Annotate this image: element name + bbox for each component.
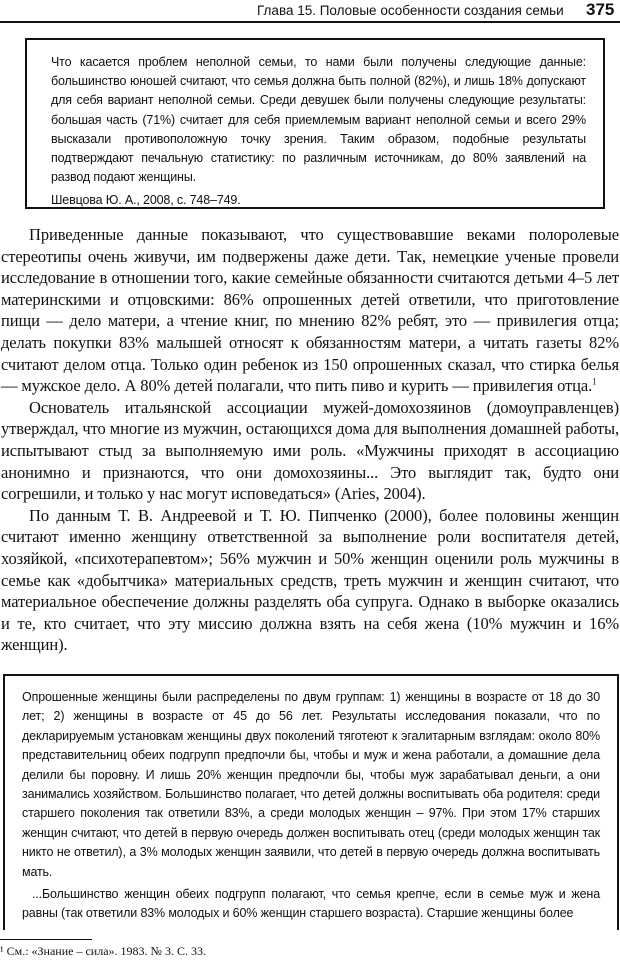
survey-paragraph-2: ...Большинство женщин обеих подгрупп полагают, что семья крепче, если в семье муж и жена равны (так ответили 83% молодых и 60% женщин старшего возраста). Старшие женщины более (22, 887, 600, 921)
quote-box-source: Шевцова Ю. А., 2008, с. 748–749. (51, 193, 241, 208)
footnote: ¹ См.: «Знание – сила». 1983. № 3. С. 33. (0, 944, 206, 958)
footnote-rule (0, 939, 92, 940)
header-rule (0, 21, 620, 23)
survey-paragraph-1: Опрошенные женщины были распределены по двум группам: 1) женщины в возрасте от 18 до 30 лет; 2) женщины в возрасте от 45 до 56 лет. Результаты исследования показали, что по декларируемым установкам женщины двух поколений тяготеют к эгалитарным взглядам: около 80% представительниц обеих подгрупп предпочли бы, чтобы и муж и жена работали, а домашние дела делили бы поровну. И лишь 20% женщин предпочли бы, чтобы муж зарабатывал деньги, а они занимались хозяйством. Большинство полагает, что детей должны воспитывать оба родителя: среди старшего поколения так ответили 83%, а среди молодых женщин – 97%. При этом 17% старших женщин считают, что детей в первую очередь должен воспитывать отец (среди молодых женщин так никто не ответил), а 3% молодых женщин заявили, что детей в первую очередь должна воспитывать мать. (22, 690, 600, 879)
body-paragraph-1-text: Приведенные данные показывают, что существовавшие веками полоролевые стереотипы очень живучи, им подвержены даже дети. Так, немецкие ученые провели исследование в отношении того, какие семейные обязанности считаются детьми 4–5 лет материнскими и отцовскими: 86% опрошенных детей ответили, что приготовление пищи — дело матери, а чтение книг, по мнению 82% ребят, это — привилегия отца; делать покупки 83% малышей относят к обязанностям матери, а читать газеты 82% считают делом отца. Только один ребенок из 150 опрошенных сказал, что стирка белья — мужское дело. А 80% детей полагали, что пить пиво и курить — привилегия отца. (1, 225, 619, 396)
body-paragraph-3: По данным Т. В. Андреевой и Т. Ю. Пипченко (2000), более половины женщин считают именно женщину ответственной за выполнение роли воспитателя детей, хозяйкой, «психотерапевтом»; 56% мужчин и 50% женщин оценили роль мужчины в семье как «добытчика» материальных средств, треть мужчин и женщин считают, что материальное обеспечение должны разделять оба супруга. Однако в выборке оказались и те, кто считает, что эту миссию должна взять на себя жена (10% мужчин и 16% женщин). (1, 505, 619, 655)
quote-box-text: Что касается проблем неполной семьи, то нами были получены следующие данные: большинство юношей считают, что семья должна быть полной (82%), и лишь 18% допускают для себя вариант неполной семьи. Среди девушек были получены следующие результаты: большая часть (71%) считает для себя приемлемым вариант неполной семьи и всего 29% высказали противоположную точку зрения. Таким образом, подобные результаты подтверждают печальную статистику: по различным источникам, до 80% заявлений на развод подают женщины. (51, 55, 586, 185)
quote-box-survey (3, 674, 619, 930)
chapter-title: Глава 15. Половые особенности создания семьи (257, 3, 564, 18)
body-paragraph-2: Основатель итальянской ассоциации мужей-домохозяинов (домоуправленцев) утверждал, что многие из мужчин, остающихся дома для выполнения домашней работы, испытывают стыд за выполняемую ими роль. «Мужчины приходят в ассоциацию анонимно и признаются, что они домохозяины... Это выглядит так, будто они согрешили, и только у нас могут исповедаться» (Aries, 2004). (1, 397, 619, 504)
running-header (0, 0, 620, 26)
body-paragraph-1 (1, 224, 619, 397)
footnote-mark: 1 (592, 376, 597, 387)
quote-box-incomplete-family (25, 38, 605, 209)
page-number: 375 (586, 0, 615, 19)
main-body-text (1, 224, 619, 656)
